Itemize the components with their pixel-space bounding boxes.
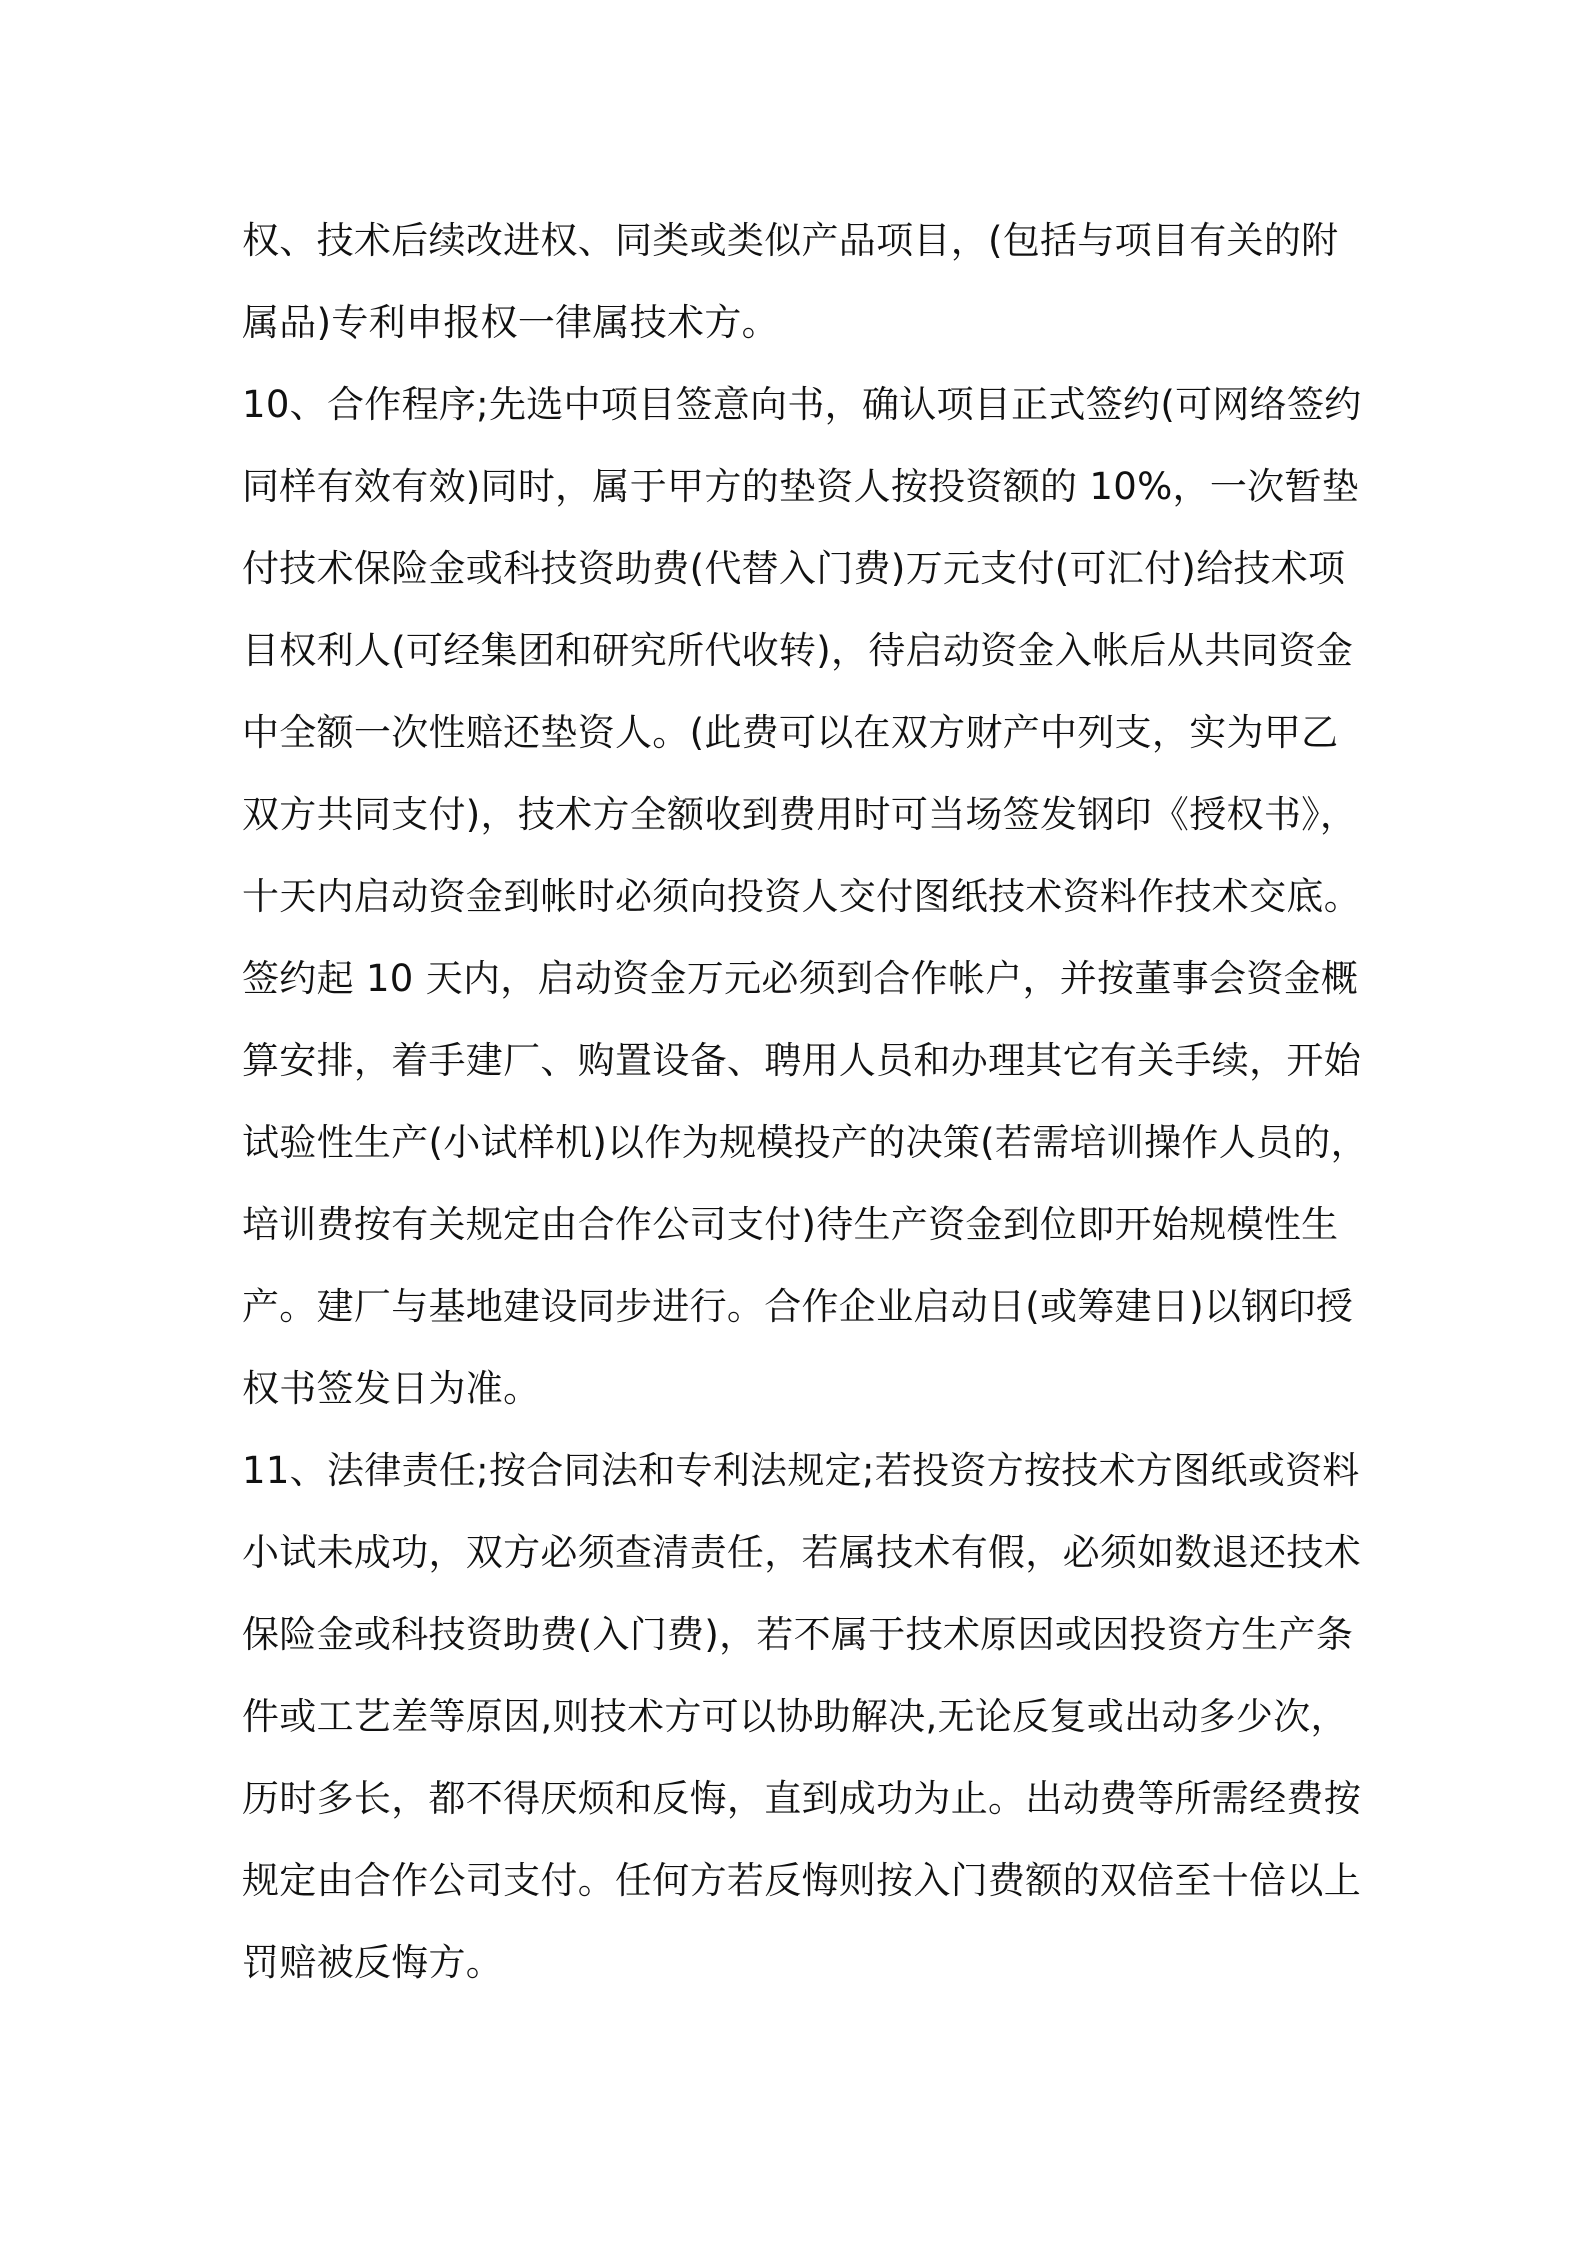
- text-line: 属品)专利申报权一律属技术方。: [242, 301, 779, 344]
- text-line: 小试未成功，双方必须查清责任，若属技术有假，必须如数退还技术: [242, 1531, 1361, 1574]
- text-line: 权书签发日为准。: [242, 1367, 541, 1410]
- text-line: 权、技术后续改进权、同类或类似产品项目，(包括与项目有关的附: [242, 219, 1339, 262]
- text-line: 中全额一次性赔还垫资人。(此费可以在双方财产中列支，实为甲乙: [242, 711, 1339, 754]
- text-line: 目权利人(可经集团和研究所代收转)，待启动资金入帐后从共同资金: [242, 629, 1354, 672]
- text-line: 培训费按有关规定由合作公司支付)待生产资金到位即开始规模性生: [242, 1203, 1339, 1246]
- text-line: 历时多长，都不得厌烦和反悔，直到成功为止。出动费等所需经费按: [242, 1777, 1361, 1820]
- text-line: 保险金或科技资助费(入门费)，若不属于技术原因或因投资方生产条: [242, 1613, 1354, 1656]
- text-line: 付技术保险金或科技资助费(代替入门费)万元支付(可汇付)给技术项: [242, 547, 1346, 590]
- text-line: 10、合作程序;先选中项目签意向书，确认项目正式签约(可网络签约: [242, 383, 1362, 426]
- text-line: 双方共同支付)，技术方全额收到费用时可当场签发钢印《授权书》，: [242, 793, 1358, 836]
- text-line: 规定由合作公司支付。任何方若反悔则按入门费额的双倍至十倍以上: [242, 1859, 1361, 1902]
- text-line: 十天内启动资金到帐时必须向投资人交付图纸技术资料作技术交底。: [242, 875, 1361, 918]
- text-line: 试验性生产(小试样机)以作为规模投产的决策(若需培训操作人员的，: [242, 1121, 1368, 1164]
- text-line: 产。建厂与基地建设同步进行。合作企业启动日(或筹建日)以钢印授: [242, 1285, 1354, 1328]
- text-line: 罚赔被反悔方。: [242, 1941, 504, 1984]
- text-line: 签约起 10 天内，启动资金万元必须到合作帐户，并按董事会资金概: [242, 957, 1359, 1000]
- document-body: [242, 200, 1368, 2004]
- text-line: 算安排，着手建厂、购置设备、聘用人员和办理其它有关手续，开始: [242, 1039, 1361, 1082]
- text-line: 件或工艺差等原因,则技术方可以协助解决,无论反复或出动多少次，: [242, 1695, 1348, 1738]
- text-line: 11、法律责任;按合同法和专利法规定;若投资方按技术方图纸或资料: [242, 1449, 1360, 1492]
- text-line: 同样有效有效)同时，属于甲方的垫资人按投资额的 10%，一次暂垫: [242, 465, 1360, 508]
